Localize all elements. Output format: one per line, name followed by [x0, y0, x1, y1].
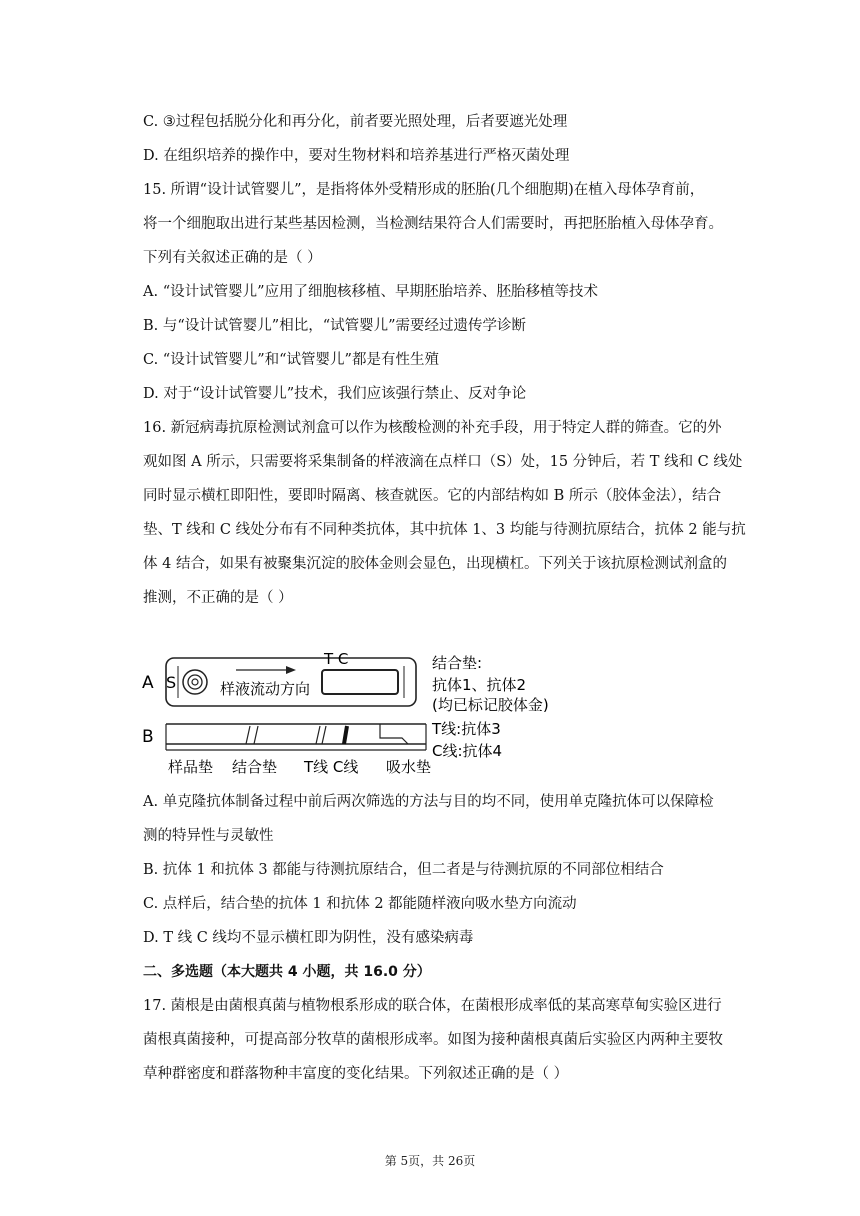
page-footer: 第 5页，共 26页	[384, 1154, 476, 1168]
section-heading: 二、多选题（本大题共 4 小题，共 16.0 分）	[143, 964, 431, 980]
text-line: C. “设计试管婴儿”和“试管婴儿”都是有性生殖	[143, 352, 439, 368]
text-line: D. 在组织培养的操作中，要对生物材料和培养基进行严格灭菌处理	[143, 148, 570, 164]
text-line: 下列有关叙述正确的是（ ）	[143, 250, 322, 266]
text-line: D. T 线 C 线均不显示横杠即为阴性，没有感染病毒	[143, 930, 474, 946]
tc-label: T C	[324, 650, 349, 668]
text-line: 16. 新冠病毒抗原检测试剂盒可以作为核酸检测的补充手段，用于特定人群的筛查。它的外	[143, 420, 722, 436]
figure-label-b: B	[142, 727, 154, 747]
t-line-label: T线:抗体3	[432, 720, 501, 738]
absorbent-pad-label: 吸水垫	[386, 758, 432, 776]
text-line: 15. 所谓“设计试管婴儿”，是指将体外受精形成的胚胎(几个细胞期)在植入母体孕育前，	[143, 182, 705, 198]
c-line-label: C线:抗体4	[432, 742, 503, 760]
sample-port-label: S	[166, 673, 177, 692]
text-line: A. 单克隆抗体制备过程中前后两次筛选的方法与目的均不同，使用单克隆抗体可以保障检	[143, 794, 714, 810]
text-line: 观如图 A 所示，只需要将采集制备的样液滴在点样口（S）处，15 分钟后，若 T 线和 C 线处	[143, 454, 743, 470]
tc-line-bottom-label: T线 C线	[304, 758, 359, 776]
text-line: 将一个细胞取出进行某些基因检测，当检测结果符合人们需要时，再把胚胎植入母体孕育。	[143, 216, 723, 232]
text-line: A. “设计试管婴儿”应用了细胞核移植、早期胚胎培养、胚胎移植等技术	[143, 284, 599, 300]
text-line: 测的特异性与灵敏性	[143, 828, 274, 844]
text-line: C. 点样后，结合垫的抗体 1 和抗体 2 都能随样液向吸水垫方向流动	[143, 896, 577, 912]
sample-port	[183, 670, 207, 694]
test-strip	[166, 724, 426, 750]
text-line: 同时显示横杠即阳性，要即时隔离、核查就医。它的内部结构如 B 所示（胶体金法），结合	[143, 488, 722, 504]
text-line: 推测，不正确的是（ ）	[143, 590, 293, 606]
text-line: 体 4 结合，如果有被聚集沉淀的胶体金则会显色，出现横杠。下列关于该抗原检测试剂盒的	[143, 556, 727, 572]
text-line: 草种群密度和群落物种丰富度的变化结果。下列叙述正确的是（ ）	[143, 1066, 569, 1082]
flow-direction-label: 样液流动方向	[220, 680, 311, 698]
absorbent-pad	[380, 724, 408, 744]
text-line: C. ③过程包括脱分化和再分化，前者要光照处理，后者要遮光处理	[143, 114, 568, 130]
text-line: 垫、T 线和 C 线处分布有不同种类抗体，其中抗体 1、3 均能与待测抗原结合，抗体 2 能与抗	[143, 522, 746, 538]
gold-label-note: (均已标记胶体金)	[432, 696, 549, 714]
result-window	[322, 670, 398, 694]
antigen-test-figure	[140, 646, 580, 778]
text-line: D. 对于“设计试管婴儿”技术，我们应该强行禁止、反对争论	[143, 386, 527, 402]
sample-pad-label: 样品垫	[168, 758, 214, 776]
conjugate-pad-bottom-label: 结合垫	[232, 758, 278, 776]
conjugate-pad-label: 结合垫:	[432, 654, 483, 672]
antibody-12-label: 抗体1、抗体2	[432, 676, 527, 694]
text-line: B. 抗体 1 和抗体 3 都能与待测抗原结合，但二者是与待测抗原的不同部位相结合	[143, 862, 664, 878]
text-line: 17. 菌根是由菌根真菌与植物根系形成的联合体，在菌根形成率低的某高寒草甸实验区进行	[143, 998, 722, 1014]
figure-label-a: A	[142, 673, 154, 693]
text-line: B. 与“设计试管婴儿”相比，“试管婴儿”需要经过遗传学诊断	[143, 318, 527, 334]
text-line: 菌根真菌接种，可提高部分牧草的菌根形成率。如图为接种菌根真菌后实验区内两种主要牧	[143, 1032, 723, 1048]
c-line	[344, 726, 347, 744]
t-line	[316, 726, 320, 744]
